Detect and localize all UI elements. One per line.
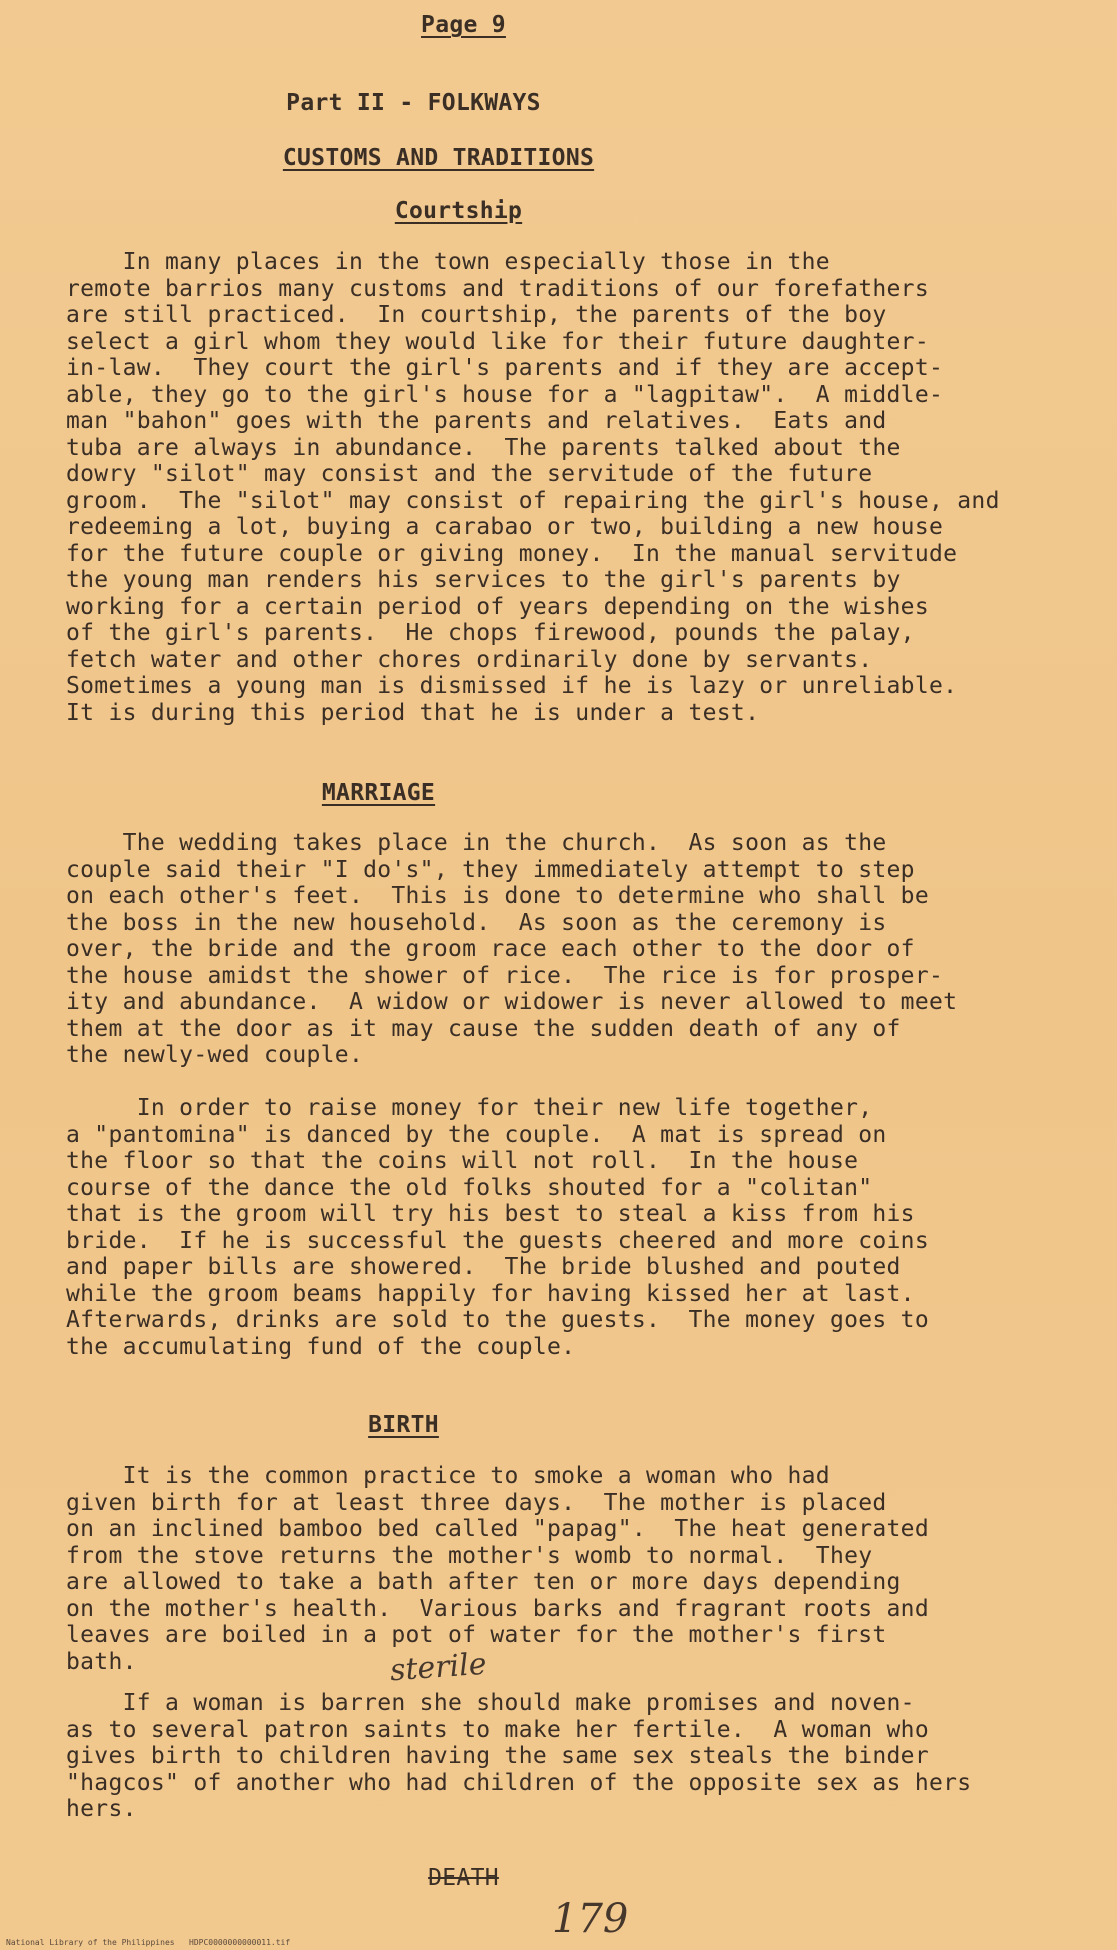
- text-line: a "pantomina" is danced by the couple. A mat is spread on: [66, 1121, 887, 1148]
- courtship-heading: Courtship: [394, 198, 523, 224]
- text-line: gives birth to children having the same sex steals the binder: [66, 1743, 929, 1769]
- text-line: working for a certain period of years depending on the wishes: [66, 593, 929, 620]
- text-line: It is during this period that he is under a test.: [66, 699, 760, 726]
- text-line: couple said their "I do's", they immediately attempt to step: [66, 856, 915, 883]
- text-line: that is the groom will try his best to steal a kiss from his: [66, 1201, 915, 1227]
- text-line: redeeming a lot, buying a carabao or two, building a new house: [66, 514, 944, 540]
- text-line: In order to raise money for their new life together,: [66, 1095, 873, 1121]
- text-line: select a girl whom they would like for their future daughter-: [66, 328, 929, 355]
- text-line: over, the bride and the groom race each other to the door of: [66, 936, 915, 962]
- text-line: of the girl's parents. He chops firewood, pounds the palay,: [66, 620, 915, 646]
- text-line: as to several patron saints to make her fertile. A woman who: [66, 1716, 929, 1743]
- text-line: leaves are boiled in a pot of water for the mother's first: [66, 1622, 887, 1648]
- text-line: for the future couple or giving money. In the manual servitude: [66, 540, 958, 567]
- text-line: If a woman is barren she should make promises and noven-: [66, 1690, 915, 1716]
- text-line: dowry "silot" may consist and the servitude of the future: [66, 461, 873, 487]
- text-line: on each other's feet. This is done to determine who shall be: [66, 883, 929, 909]
- text-line: in-law. They court the girl's parents and if they are accept-: [66, 355, 944, 381]
- text-line: the accumulating fund of the couple.: [66, 1333, 576, 1360]
- text-line: able, they go to the girl's house for a "lagpitaw". A middle-: [66, 381, 944, 408]
- text-line: course of the dance the old folks shouted for a "colitan": [66, 1174, 873, 1201]
- text-line: It is the common practice to smoke a woman who had: [66, 1463, 830, 1489]
- text-line: them at the door as it may cause the sudden death of any of: [66, 1015, 901, 1042]
- text-line: groom. The "silot" may consist of repairing the girl's house, and: [66, 487, 1000, 514]
- birth-paragraph-2: [66, 1690, 1116, 1823]
- section-title: CUSTOMS AND TRADITIONS: [282, 145, 595, 171]
- text-line: fetch water and other chores ordinarily done by servants.: [66, 646, 873, 673]
- text-line: on the mother's health. Various barks and fragrant roots and: [66, 1595, 929, 1622]
- page-label: Page 9: [421, 12, 506, 38]
- archive-footer: National Library of the Philippines HDPC0000000000011.tif: [6, 1938, 291, 1947]
- birth-paragraph-1: [66, 1463, 1116, 1675]
- text-line: and paper bills are showered. The bride blushed and pouted: [66, 1254, 901, 1280]
- text-line: are still practiced. In courtship, the parents of the boy: [66, 302, 887, 328]
- text-line: while the groom beams happily for having kissed her at last.: [66, 1280, 915, 1307]
- text-line: "hagcos" of another who had children of the opposite sex as hers: [66, 1769, 972, 1796]
- death-heading: DEATH: [428, 1865, 499, 1891]
- text-line: hers.: [66, 1796, 137, 1822]
- courtship-paragraph: [66, 249, 1116, 726]
- text-line: the boss in the new household. As soon as the ceremony is: [66, 909, 887, 936]
- text-line: given birth for at least three days. The mother is placed: [66, 1489, 887, 1516]
- text-line: tuba are always in abundance. The parents talked about the: [66, 434, 901, 461]
- text-line: the floor so that the coins will not roll. In the house: [66, 1148, 859, 1174]
- marriage-heading: MARRIAGE: [321, 780, 436, 806]
- text-line: Sometimes a young man is dismissed if he is lazy or unreliable.: [66, 673, 958, 699]
- text-line: man "bahon" goes with the parents and relatives. Eats and: [66, 408, 887, 434]
- handwritten-page-number: 179: [552, 1896, 629, 1942]
- text-line: the young man renders his services to the girl's parents by: [66, 567, 901, 593]
- part-title: Part II - FOLKWAYS: [286, 90, 541, 116]
- marriage-paragraph-2: [66, 1095, 1116, 1360]
- text-line: from the stove returns the mother's womb to normal. They: [66, 1542, 873, 1569]
- text-line: In many places in the town especially those in the: [66, 249, 830, 275]
- marriage-paragraph-1: [66, 830, 1116, 1069]
- text-line: Afterwards, drinks are sold to the guests. The money goes to: [66, 1307, 929, 1333]
- text-line: ity and abundance. A widow or widower is never allowed to meet: [66, 989, 958, 1015]
- handwritten-note-sterile: sterile: [388, 1646, 488, 1689]
- text-line: the house amidst the shower of rice. The rice is for prosper-: [66, 962, 944, 989]
- text-line: remote barrios many customs and traditions of our forefathers: [66, 275, 929, 302]
- birth-heading: BIRTH: [368, 1412, 439, 1438]
- text-line: on an inclined bamboo bed called "papag". The heat generated: [66, 1516, 929, 1542]
- text-line: bride. If he is successful the guests cheered and more coins: [66, 1227, 929, 1254]
- text-line: bath.: [66, 1648, 137, 1675]
- text-line: are allowed to take a bath after ten or more days depending: [66, 1569, 901, 1595]
- text-line: The wedding takes place in the church. As soon as the: [66, 830, 887, 856]
- text-line: the newly-wed couple.: [66, 1042, 364, 1068]
